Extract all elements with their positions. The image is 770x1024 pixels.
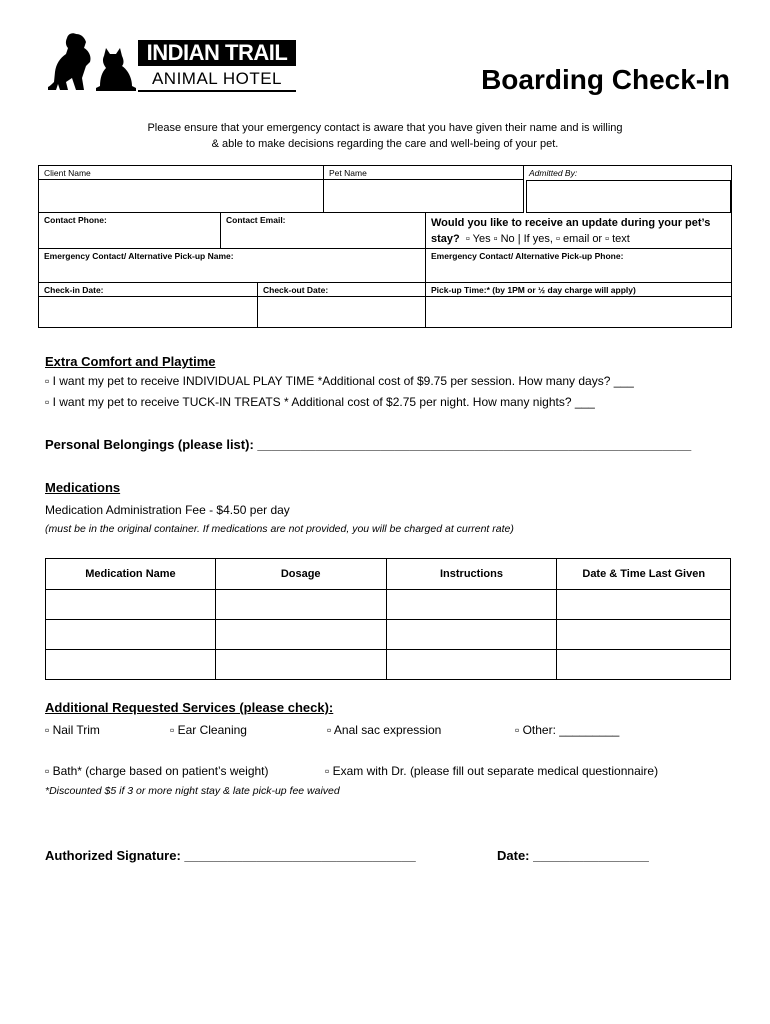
table-cell[interactable] — [215, 620, 386, 650]
services-heading: Additional Requested Services (please check): — [45, 700, 334, 715]
table-cell[interactable] — [557, 590, 731, 620]
table-cell[interactable] — [46, 590, 216, 620]
emergency-name-label: Emergency Contact/ Alternative Pick-up Name: — [44, 251, 234, 261]
admitted-by-field[interactable] — [526, 180, 731, 213]
nail-trim-option[interactable]: ▫ Nail Trim — [45, 723, 100, 737]
emergency-phone-label: Emergency Contact/ Alternative Pick-up Phone: — [431, 251, 624, 261]
medication-note: (must be in the original container. If medications are not provided, you will be charged at current rate) — [45, 523, 514, 535]
intro-line-1: Please ensure that your emergency contact is aware that you have given their name and is willing — [147, 122, 623, 134]
pickup-time-label: Pick-up Time:* (by 1PM or ½ day charge will apply) — [426, 283, 731, 297]
contact-email-field[interactable] — [221, 213, 426, 249]
update-question — [426, 213, 731, 249]
checkout-date-field[interactable] — [258, 297, 426, 327]
table-row — [46, 620, 731, 650]
col-instructions: Instructions — [386, 559, 557, 590]
extra-comfort-heading: Extra Comfort and Playtime — [45, 354, 216, 369]
anal-sac-option[interactable]: ▫ Anal sac expression — [327, 723, 442, 737]
table-cell[interactable] — [215, 650, 386, 680]
table-cell[interactable] — [557, 650, 731, 680]
checkin-date-field[interactable] — [39, 297, 258, 327]
table-row — [46, 650, 731, 680]
pickup-time-field[interactable] — [426, 297, 731, 327]
date-field[interactable]: Date: ________________ — [497, 848, 649, 863]
checkout-date-label: Check-out Date: — [258, 283, 426, 297]
logo-title: INDIAN TRAIL — [138, 40, 296, 66]
exam-option[interactable]: ▫ Exam with Dr. (please fill out separate medical questionnaire) — [325, 764, 659, 778]
admitted-by-label: Admitted By: — [529, 168, 578, 178]
logo — [46, 30, 296, 94]
contact-phone-field[interactable] — [39, 213, 221, 249]
discount-note: *Discounted $5 if 3 or more night stay & late pick-up fee waived — [45, 785, 340, 797]
table-cell[interactable] — [557, 620, 731, 650]
table-cell[interactable] — [386, 650, 557, 680]
bath-option[interactable]: ▫ Bath* (charge based on patient’s weight) — [45, 764, 269, 778]
table-cell[interactable] — [46, 650, 216, 680]
col-medication-name: Medication Name — [46, 559, 216, 590]
table-cell[interactable] — [386, 590, 557, 620]
intro-line-2: & able to make decisions regarding the care and well-being of your pet. — [211, 138, 559, 150]
signature-field[interactable]: Authorized Signature: ________________________________ — [45, 848, 416, 863]
checkin-date-label: Check-in Date: — [39, 283, 258, 297]
table-cell[interactable] — [46, 620, 216, 650]
update-options[interactable]: ▫ Yes ▫ No | If yes, ▫ email or ▫ text — [465, 233, 630, 245]
table-cell[interactable] — [215, 590, 386, 620]
table-cell[interactable] — [386, 620, 557, 650]
client-name-field[interactable] — [39, 180, 324, 213]
medications-table — [45, 558, 731, 680]
medications-heading: Medications — [45, 480, 121, 495]
intro-text — [120, 120, 650, 152]
logo-subtitle: ANIMAL HOTEL — [138, 68, 296, 92]
pet-name-label: Pet Name — [324, 166, 524, 180]
dog-and-cat-silhouette-icon — [46, 30, 138, 94]
tuck-in-treats-option[interactable]: ▫ I want my pet to receive TUCK-IN TREATS * Additional cost of $2.75 per night. How many nights? ___ — [45, 395, 595, 409]
medication-fee-text: Medication Administration Fee - $4.50 per day — [45, 503, 290, 517]
personal-belongings-field[interactable]: Personal Belongings (please list): ____________________________________________________________ — [45, 437, 692, 452]
emergency-phone-field[interactable] — [426, 249, 731, 283]
emergency-name-field[interactable] — [39, 249, 426, 283]
contact-email-label: Contact Email: — [226, 215, 286, 225]
pet-name-field[interactable] — [324, 180, 524, 213]
other-service-option[interactable]: ▫ Other: _________ — [515, 723, 620, 737]
table-row — [46, 590, 731, 620]
update-question-text: Would you like to receive an update during your pet’s — [431, 217, 711, 229]
update-question-stay: stay? — [431, 233, 460, 245]
client-info-form — [38, 165, 732, 328]
contact-phone-label: Contact Phone: — [44, 215, 107, 225]
col-date-time-last-given: Date & Time Last Given — [557, 559, 731, 590]
play-time-option[interactable]: ▫ I want my pet to receive INDIVIDUAL PLAY TIME *Additional cost of $9.75 per session. How many days? ___ — [45, 374, 634, 388]
client-name-label: Client Name — [39, 166, 324, 180]
page-title: Boarding Check-In — [481, 64, 730, 95]
ear-cleaning-option[interactable]: ▫ Ear Cleaning — [170, 723, 247, 737]
col-dosage: Dosage — [215, 559, 386, 590]
